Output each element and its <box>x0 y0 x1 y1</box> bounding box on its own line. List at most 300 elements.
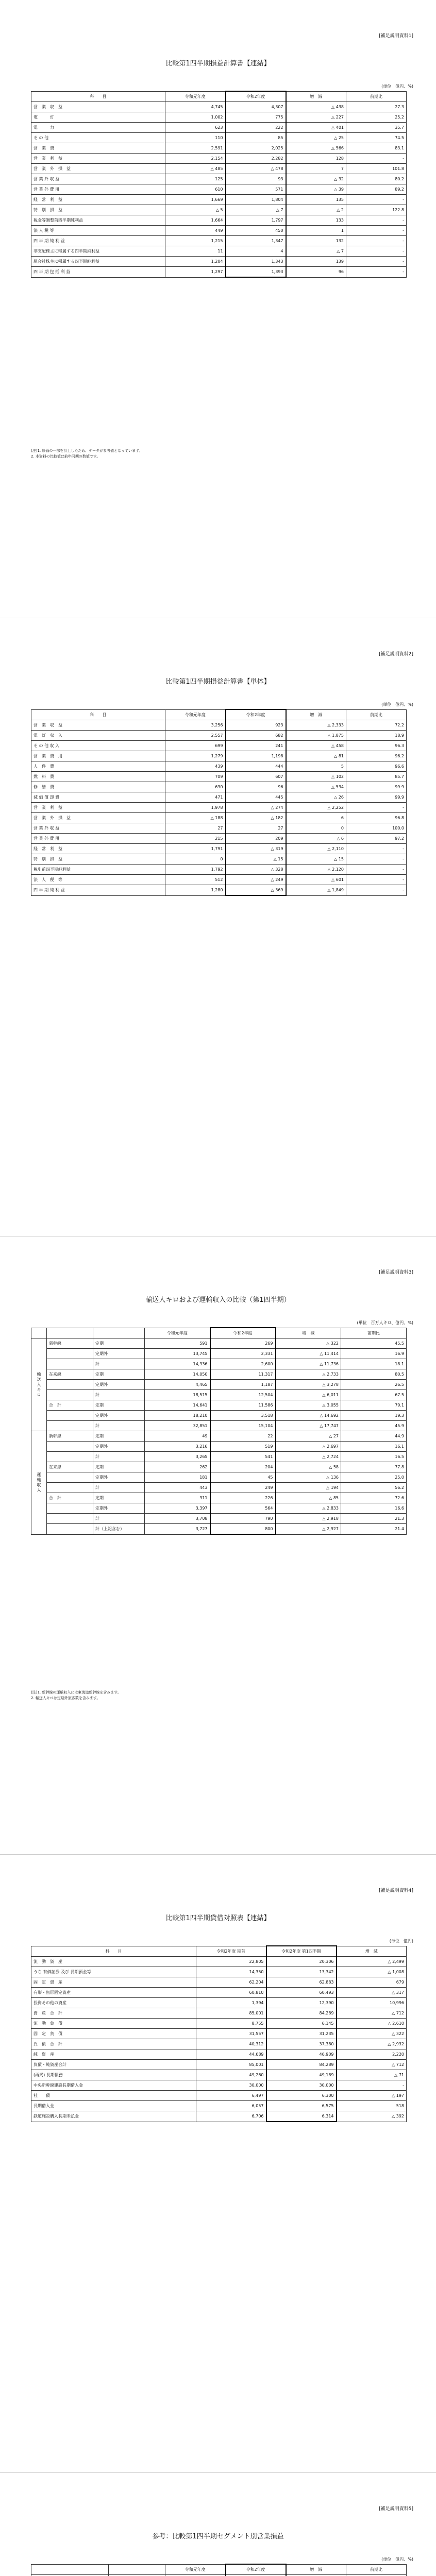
column-header: 科 目 <box>31 709 165 720</box>
table-row <box>31 215 407 226</box>
table-cell: △ 712 <box>337 2060 407 2070</box>
table-row <box>31 1380 407 1390</box>
page-3 <box>0 1236 436 1855</box>
table-cell: 100.0 <box>346 823 407 834</box>
row-label: 経 常 利 益 <box>31 844 165 854</box>
column-header <box>47 1328 93 1338</box>
table-cell: 13,342 <box>266 1967 337 1977</box>
table-cell: △ 27 <box>276 1431 341 1442</box>
table-cell: △ 2,610 <box>337 2019 407 2029</box>
table-cell: - <box>346 154 407 164</box>
table-cell: 1,664 <box>165 215 226 226</box>
row-label: 計 <box>93 1421 145 1431</box>
table-cell: - <box>346 885 407 896</box>
table-cell: △ 2,333 <box>286 720 346 731</box>
balance-sheet-table <box>31 1945 407 2122</box>
table-cell: 46,909 <box>266 2049 337 2060</box>
row-label: 特 別 損 益 <box>31 205 165 215</box>
table-cell: 682 <box>226 731 286 741</box>
row-label: 合 計 <box>47 1493 93 1503</box>
table-cell: 2,154 <box>165 154 226 164</box>
table-row <box>31 751 407 761</box>
column-header: 令和元年度 <box>165 2564 226 2575</box>
column-header: 令和元年度 <box>145 1328 210 1338</box>
table-cell: △ 6 <box>286 834 346 844</box>
table-cell: 85 <box>226 133 286 143</box>
table-cell: △ 7 <box>286 246 346 257</box>
income-statement-single-table <box>31 709 407 896</box>
table-cell: 1,669 <box>165 195 226 205</box>
table-row <box>31 1369 407 1380</box>
table-cell: 13,745 <box>145 1349 210 1359</box>
row-label: 電 灯 <box>31 112 165 123</box>
table-cell: △ 274 <box>226 803 286 813</box>
table-cell: 6 <box>286 813 346 823</box>
table-cell: 12,504 <box>210 1390 276 1400</box>
table-cell: 1,804 <box>226 195 286 205</box>
row-label: 固 定 負 債 <box>31 2029 196 2039</box>
table-cell: △ 2,927 <box>276 1524 341 1535</box>
table-cell: 0 <box>286 823 346 834</box>
unit-label: (単位 億円、%) <box>381 2557 413 2562</box>
table-row <box>31 1988 407 1998</box>
table-row <box>31 133 407 143</box>
row-label: 営 業 外 収 益 <box>31 174 165 184</box>
row-label: 特 別 損 益 <box>31 854 165 865</box>
column-header: 令和2年度 <box>210 1328 276 1338</box>
table-cell: 14,350 <box>196 1967 266 1977</box>
table-cell: △ 136 <box>276 1472 341 1483</box>
table-cell: 1,978 <box>165 803 226 813</box>
row-label: (再掲) 長期債務 <box>31 2070 196 2080</box>
table-row <box>31 2029 407 2039</box>
note-line: 2. 本資料の比較値は前年同期の数値です。 <box>31 454 100 459</box>
table-cell: - <box>346 875 407 885</box>
table-cell: 96.6 <box>346 761 407 772</box>
row-label: 税金等調整前四半期純利益 <box>31 215 165 226</box>
table-cell: △ 11,736 <box>276 1359 341 1369</box>
table-cell: 49,189 <box>266 2070 337 2080</box>
table-row <box>31 154 407 164</box>
table-cell: - <box>346 215 407 226</box>
row-label: 営 業 利 益 <box>31 154 165 164</box>
table-cell: - <box>346 854 407 865</box>
table-cell: 3,708 <box>145 1514 210 1524</box>
table-cell: 21.4 <box>341 1524 407 1535</box>
table-cell: 128 <box>286 154 346 164</box>
table-cell: 49,260 <box>196 2070 266 2080</box>
table-cell: △ 1,849 <box>286 885 346 896</box>
table-cell: 1,187 <box>210 1380 276 1390</box>
table-cell: 74.5 <box>346 133 407 143</box>
table-cell: △ 81 <box>286 751 346 761</box>
table-cell: 1,279 <box>165 751 226 761</box>
row-label: そ の 他 収 入 <box>31 741 165 751</box>
table-cell: △ 401 <box>286 123 346 133</box>
table-row <box>31 205 407 215</box>
row-label <box>47 1472 93 1483</box>
table-cell: △ 71 <box>337 2070 407 2080</box>
row-label: 営 業 外 損 益 <box>31 813 165 823</box>
row-label: 営 業 収 益 <box>31 102 165 112</box>
table-cell: 18.9 <box>346 731 407 741</box>
table-row <box>31 782 407 792</box>
table-row <box>31 1411 407 1421</box>
row-label: 電 力 <box>31 123 165 133</box>
table-cell: 16.6 <box>341 1503 407 1514</box>
table-cell: 623 <box>165 123 226 133</box>
unit-label: (単位 億円、%) <box>381 702 413 707</box>
table-cell: △ 25 <box>286 133 346 143</box>
column-header <box>109 2564 165 2575</box>
table-cell: △ 102 <box>286 772 346 782</box>
table-cell: - <box>346 803 407 813</box>
page-title: 参考：比較第1四半期セグメント別営業損益 <box>152 2533 284 2540</box>
table-cell: 44,689 <box>196 2049 266 2060</box>
table-cell: 80.5 <box>341 1369 407 1380</box>
table-cell: 25.0 <box>341 1472 407 1483</box>
row-label: うち 有価証券 及び 長期預金等 <box>31 1967 196 1977</box>
row-label: 非支配株主に帰属する四半期純利益 <box>31 246 165 257</box>
table-row <box>31 2019 407 2029</box>
row-label: 定期 <box>93 1493 145 1503</box>
note-line: 2. 輸送人キロは定期外旅客数を含みます。 <box>31 1696 100 1700</box>
group-label: 輸送人キロ <box>31 1338 47 1431</box>
row-label <box>47 1380 93 1390</box>
table-cell: 45.5 <box>341 1338 407 1349</box>
table-cell: 96.8 <box>346 813 407 823</box>
row-label <box>47 1524 93 1535</box>
row-label: 経 常 利 益 <box>31 195 165 205</box>
row-label: 定期 <box>93 1400 145 1411</box>
table-row <box>31 195 407 205</box>
table-row <box>31 123 407 133</box>
row-label: 有形・無形固定資産 <box>31 1988 196 1998</box>
table-cell: △ 2,724 <box>276 1452 341 1462</box>
row-label <box>47 1390 93 1400</box>
table-cell: 11,586 <box>210 1400 276 1411</box>
row-label <box>47 1421 93 1431</box>
table-cell: △ 1,875 <box>286 731 346 741</box>
table-cell: 22,805 <box>196 1957 266 1967</box>
table-row <box>31 2049 407 2060</box>
row-label: 営 業 外 損 益 <box>31 164 165 174</box>
column-header: 増 減 <box>286 91 346 102</box>
table-row <box>31 102 407 112</box>
table-cell: 1,002 <box>165 112 226 123</box>
table-cell: 443 <box>145 1483 210 1493</box>
row-label <box>47 1442 93 1452</box>
row-label: 四 半 期 純 利 益 <box>31 236 165 246</box>
table-cell: 222 <box>226 123 286 133</box>
page-tag: [補足説明資料5] <box>379 2506 413 2512</box>
table-row <box>31 865 407 875</box>
table-cell: 800 <box>210 1524 276 1535</box>
table-cell: 16.9 <box>341 1349 407 1359</box>
column-header <box>31 1328 47 1338</box>
table-cell: 62,883 <box>266 1977 337 1988</box>
table-cell: 80.2 <box>346 174 407 184</box>
page-tag: [補足説明資料1] <box>379 33 413 39</box>
table-cell: △ 2,833 <box>276 1503 341 1514</box>
table-cell: △ 39 <box>286 184 346 195</box>
table-cell: 775 <box>226 112 286 123</box>
row-label: 計 <box>93 1390 145 1400</box>
row-label: 親会社株主に帰属する四半期純利益 <box>31 257 165 267</box>
table-cell: 44.9 <box>341 1431 407 1442</box>
table-cell: △ 3,055 <box>276 1400 341 1411</box>
table-cell: 610 <box>165 184 226 195</box>
table-row <box>31 267 407 278</box>
table-cell: 518 <box>337 2101 407 2111</box>
table-cell: 709 <box>165 772 226 782</box>
table-cell: 1,394 <box>196 1998 266 2008</box>
table-row <box>31 2080 407 2091</box>
table-row <box>31 1442 407 1452</box>
table-cell: △ 601 <box>286 875 346 885</box>
table-cell: 1,215 <box>165 236 226 246</box>
table-cell: △ 317 <box>337 1988 407 1998</box>
table-cell: 209 <box>226 834 286 844</box>
table-cell: 2,025 <box>226 143 286 154</box>
table-cell: 85,001 <box>196 2008 266 2019</box>
table-row <box>31 1998 407 2008</box>
table-cell: 125 <box>165 174 226 184</box>
table-cell: 6,300 <box>266 2091 337 2101</box>
header-row <box>31 91 407 102</box>
table-row <box>31 1957 407 1967</box>
table-row <box>31 1472 407 1483</box>
table-cell: 110 <box>165 133 226 143</box>
table-row <box>31 226 407 236</box>
row-label: 計 <box>93 1452 145 1462</box>
table-cell: 181 <box>145 1472 210 1483</box>
row-label: 流 動 資 産 <box>31 1957 196 1967</box>
row-label: 固 定 資 産 <box>31 1977 196 1988</box>
group-label: 運輸収入 <box>31 1431 47 1535</box>
table-cell: 1,347 <box>226 236 286 246</box>
column-header: 令和元年度 <box>165 709 226 720</box>
table-cell: △ 2,110 <box>286 844 346 854</box>
table-cell: 72.2 <box>346 720 407 731</box>
table-cell: 1,297 <box>165 267 226 278</box>
table-cell: △ 14,692 <box>276 1411 341 1421</box>
table-cell: 67.5 <box>341 1390 407 1400</box>
column-header: 増 減 <box>286 2564 346 2575</box>
table-cell: 2,557 <box>165 731 226 741</box>
transport-comparison-table <box>31 1327 407 1535</box>
column-header: 増 減 <box>276 1328 341 1338</box>
table-cell: 18.1 <box>341 1359 407 1369</box>
table-cell: 3,265 <box>145 1452 210 1462</box>
table-cell: 6,314 <box>266 2111 337 2122</box>
table-row <box>31 1421 407 1431</box>
segment-income-table <box>31 2564 407 2576</box>
table-cell: 2,591 <box>165 143 226 154</box>
row-label: 定期外 <box>93 1442 145 1452</box>
table-cell: △ 478 <box>226 164 286 174</box>
page-2 <box>0 618 436 1236</box>
table-cell: △ 2,733 <box>276 1369 341 1380</box>
table-row <box>31 174 407 184</box>
row-label <box>47 1411 93 1421</box>
table-cell: 83.1 <box>346 143 407 154</box>
table-row <box>31 772 407 782</box>
table-cell: - <box>346 246 407 257</box>
column-header: 令和2年度 <box>226 2564 286 2575</box>
income-statement-consolidated-table <box>31 91 407 278</box>
table-row <box>31 1390 407 1400</box>
page-tag: [補足説明資料2] <box>379 652 413 657</box>
table-cell: 49 <box>145 1431 210 1442</box>
table-cell: 0 <box>165 854 226 865</box>
header-row <box>31 2564 407 2575</box>
table-cell: 27 <box>226 823 286 834</box>
table-cell: - <box>337 2080 407 2091</box>
column-header: 令和2年度 期首 <box>196 1946 266 1957</box>
table-cell: 11,317 <box>210 1369 276 1380</box>
row-label: そ の 他 <box>31 133 165 143</box>
table-cell: 11 <box>165 246 226 257</box>
row-label: 在来線 <box>47 1369 93 1380</box>
row-label: 電 灯 収 入 <box>31 731 165 741</box>
table-cell: △ 458 <box>286 741 346 751</box>
table-row <box>31 2060 407 2070</box>
table-cell: 97.2 <box>346 834 407 844</box>
table-cell: △ 11,414 <box>276 1349 341 1359</box>
row-label <box>47 1359 93 1369</box>
row-label: 税引前四半期純利益 <box>31 865 165 875</box>
table-cell: 6,145 <box>266 2019 337 2029</box>
table-cell: - <box>346 226 407 236</box>
table-cell: 27.3 <box>346 102 407 112</box>
column-header: 前期比 <box>346 709 407 720</box>
row-label: 四 半 期 純 利 益 <box>31 885 165 896</box>
table-cell: 8,755 <box>196 2019 266 2029</box>
table-cell: 1,393 <box>226 267 286 278</box>
table-cell: △ 1,008 <box>337 1967 407 1977</box>
column-header: 科 目 <box>31 1946 196 1957</box>
row-label: 長期借入金 <box>31 2101 196 2111</box>
table-cell: 1 <box>286 226 346 236</box>
table-cell: 564 <box>210 1503 276 1514</box>
table-row <box>31 875 407 885</box>
row-label <box>47 1514 93 1524</box>
table-cell: 96 <box>226 782 286 792</box>
row-label <box>47 1483 93 1493</box>
table-cell: 30,000 <box>266 2080 337 2091</box>
table-cell: 591 <box>145 1338 210 1349</box>
table-cell: △ 2,697 <box>276 1442 341 1452</box>
table-cell: 439 <box>165 761 226 772</box>
table-cell: 133 <box>286 215 346 226</box>
table-cell: 3,256 <box>165 720 226 731</box>
table-cell: 16.5 <box>341 1452 407 1462</box>
column-header: 令和元年度 <box>165 91 226 102</box>
table-row <box>31 143 407 154</box>
row-label: 計（上記含む） <box>93 1524 145 1535</box>
table-cell: 135 <box>286 195 346 205</box>
row-label: 営 業 収 益 <box>31 720 165 731</box>
page-5 <box>0 2473 436 2576</box>
table-cell: 269 <box>210 1338 276 1349</box>
table-row <box>31 761 407 772</box>
table-cell: △ 194 <box>276 1483 341 1493</box>
table-row <box>31 2101 407 2111</box>
table-row <box>31 184 407 195</box>
table-cell: 241 <box>226 741 286 751</box>
table-cell: 10,996 <box>337 1998 407 2008</box>
table-cell: 14,050 <box>145 1369 210 1380</box>
table-row <box>31 246 407 257</box>
row-label: 定期外 <box>93 1411 145 1421</box>
table-cell: △ 2,120 <box>286 865 346 875</box>
table-cell: 249 <box>210 1483 276 1493</box>
table-cell: 20,306 <box>266 1957 337 1967</box>
table-cell: 226 <box>210 1493 276 1503</box>
table-cell: 7 <box>286 164 346 174</box>
row-label: 合 計 <box>47 1400 93 1411</box>
table-cell: 12,390 <box>266 1998 337 2008</box>
row-label: 定期外 <box>93 1472 145 1483</box>
page-title: 比較第1四半期損益計算書【連結】 <box>165 60 271 67</box>
table-cell: 25.2 <box>346 112 407 123</box>
table-cell: △ 438 <box>286 102 346 112</box>
table-cell: 1,343 <box>226 257 286 267</box>
table-cell: 541 <box>210 1452 276 1462</box>
table-cell: △ 85 <box>276 1493 341 1503</box>
table-cell: 56.2 <box>341 1483 407 1493</box>
table-cell: △ 5 <box>165 205 226 215</box>
table-cell: △ 249 <box>226 875 286 885</box>
table-cell: 93 <box>226 174 286 184</box>
table-cell: △ 328 <box>226 865 286 875</box>
table-row <box>31 885 407 896</box>
table-cell: 99.9 <box>346 782 407 792</box>
table-row <box>31 1452 407 1462</box>
table-cell: - <box>346 257 407 267</box>
table-cell: 84,289 <box>266 2008 337 2019</box>
table-cell: 99.9 <box>346 792 407 803</box>
table-cell: - <box>346 844 407 854</box>
row-label: 中央新幹線建設長期借入金 <box>31 2080 196 2091</box>
table-cell: 85.7 <box>346 772 407 782</box>
column-header: 令和2年度 第1四半期 <box>266 1946 337 1957</box>
table-cell: △ 6,011 <box>276 1390 341 1400</box>
table-cell: 60,810 <box>196 1988 266 1998</box>
table-cell: △ 534 <box>286 782 346 792</box>
row-label <box>47 1452 93 1462</box>
column-header: 前期比 <box>346 2564 407 2575</box>
row-label <box>47 1503 93 1514</box>
table-cell: 1,280 <box>165 885 226 896</box>
table-cell: △ 322 <box>337 2029 407 2039</box>
table-row <box>31 813 407 823</box>
table-cell: 923 <box>226 720 286 731</box>
table-cell: 571 <box>226 184 286 195</box>
table-cell: △ 15 <box>286 854 346 865</box>
table-cell: 14,336 <box>145 1359 210 1369</box>
table-cell: 2,220 <box>337 2049 407 2060</box>
unit-label: (単位 億円) <box>389 1939 413 1943</box>
table-cell: 2,282 <box>226 154 286 164</box>
table-row <box>31 792 407 803</box>
column-header: 増 減 <box>286 709 346 720</box>
table-cell: 79.1 <box>341 1400 407 1411</box>
table-cell: 6,706 <box>196 2111 266 2122</box>
row-label: 新幹線 <box>47 1338 93 1349</box>
table-cell: △ 15 <box>226 854 286 865</box>
